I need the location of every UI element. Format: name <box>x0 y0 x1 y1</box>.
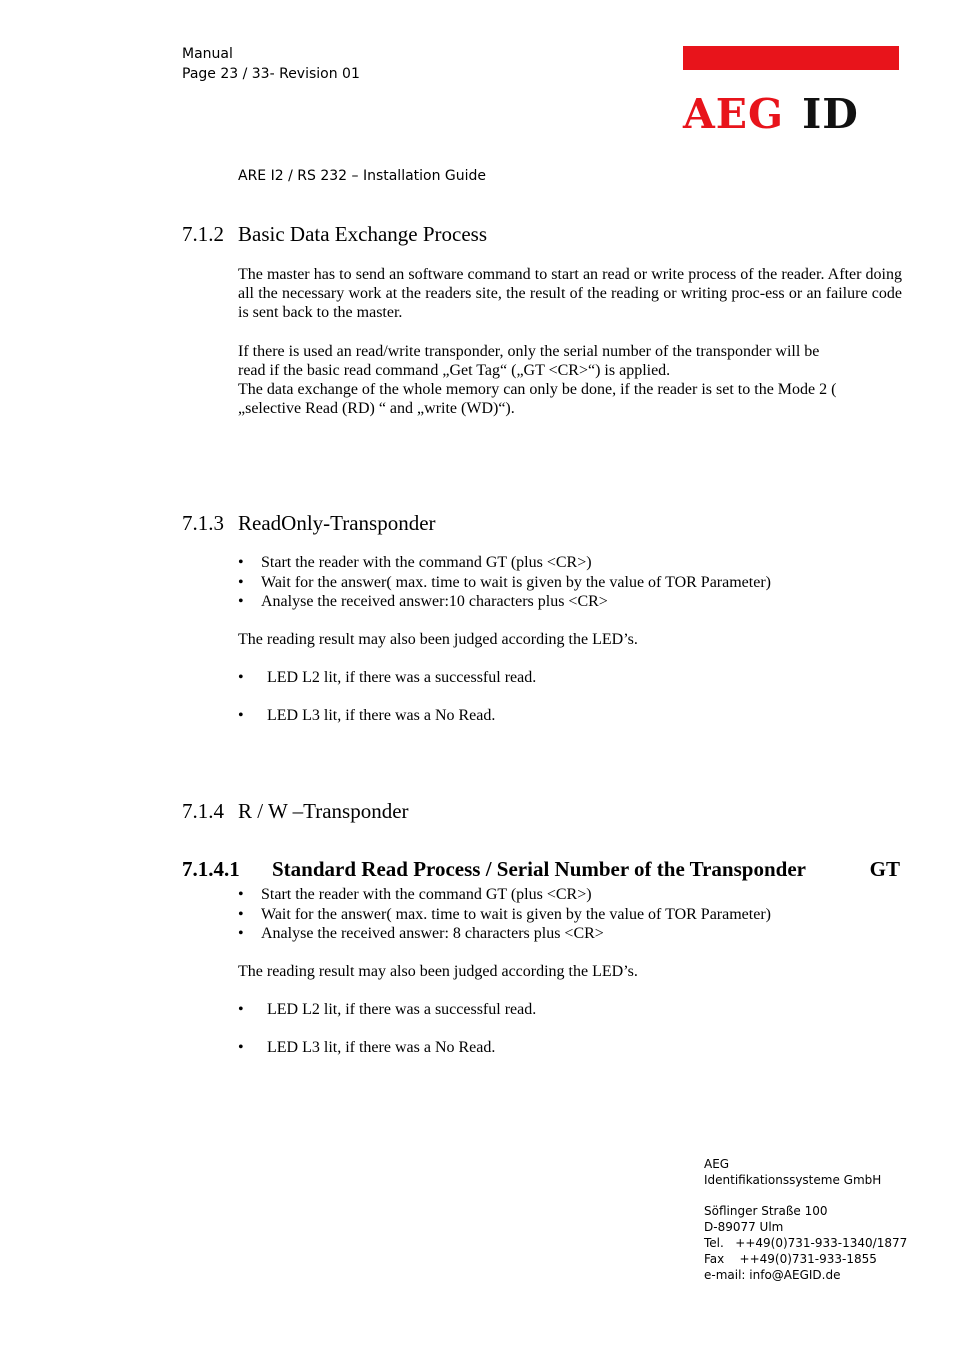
header-document-type: Manual <box>182 46 233 62</box>
footer-city: D-89077 Ulm <box>704 1220 784 1234</box>
document-subtitle: ARE I2 / RS 232 – Installation Guide <box>238 168 487 184</box>
heading-command-tag: GT <box>869 857 900 881</box>
bullet-led-l3 <box>238 707 495 725</box>
paragraph-rw-transponder <box>238 342 902 418</box>
paragraph-line: read if the basic read command „Get Tag“ („GT <CR>“) is applied. <box>238 362 671 379</box>
paragraph-master-command: The master has to send an software command to start an read or write process of the reader. After doing all the necessary work at the readers site, the result of the reading or writing proc-ess or an failure code is sent back to the master. <box>238 266 902 321</box>
list-item-text: LED L2 lit, if there was a successful read. <box>267 669 537 686</box>
list-item: • Start the reader with the command GT (plus <CR>) <box>238 553 771 573</box>
heading-title: Basic Data Exchange Process <box>238 222 487 246</box>
heading-number: 7.1.2 <box>182 222 224 246</box>
list-item: • Analyse the received answer:10 characters plus <CR> <box>238 592 771 612</box>
bullet-icon: • <box>238 669 244 686</box>
list-item: • Wait for the answer( max. time to wait is given by the value of TOR Parameter) <box>238 905 771 925</box>
bullet-list-readonly-steps <box>238 553 771 612</box>
list-item-text: LED L3 lit, if there was a No Read. <box>267 707 496 724</box>
header-page-revision: Page 23 / 33- Revision 01 <box>182 66 360 82</box>
bullet-led-l2 <box>238 669 536 687</box>
bullet-led-l3 <box>238 1039 495 1057</box>
bullet-led-l2 <box>238 1001 536 1019</box>
paragraph-line: If there is used an read/write transponder, only the serial number of the transponder will be <box>238 343 820 360</box>
heading-7-1-4-1 <box>182 857 900 882</box>
footer-company-fullname: Identifikationssysteme GmbH <box>704 1173 882 1187</box>
list-item: • Analyse the received answer: 8 characters plus <CR> <box>238 924 771 944</box>
heading-7-1-3 <box>182 511 436 536</box>
logo-word-id: ID <box>802 90 859 138</box>
paragraph-line: „selective Read (RD) “ and „write (WD)“). <box>238 400 515 417</box>
company-logo <box>683 90 899 136</box>
list-item: • Start the reader with the command GT (plus <CR>) <box>238 885 771 905</box>
heading-title: R / W –Transponder <box>238 799 409 823</box>
heading-7-1-4 <box>182 799 409 824</box>
heading-number: 7.1.4.1 <box>182 857 240 881</box>
heading-title: Standard Read Process / Serial Number of the Transponder <box>272 857 806 881</box>
bullet-icon: • <box>238 1001 244 1018</box>
footer-fax: Fax ++49(0)731-933-1855 <box>704 1252 877 1266</box>
heading-number: 7.1.4 <box>182 799 224 823</box>
footer-company-name: AEG <box>704 1157 730 1171</box>
logo-red-bar <box>683 46 899 70</box>
list-item-text: LED L2 lit, if there was a successful read. <box>267 1001 537 1018</box>
list-item: • Wait for the answer( max. time to wait is given by the value of TOR Parameter) <box>238 573 771 593</box>
footer-street: Söflinger Straße 100 <box>704 1204 828 1218</box>
footer-address <box>704 1203 907 1283</box>
bullet-icon: • <box>238 1039 244 1056</box>
heading-title: ReadOnly-Transponder <box>238 511 436 535</box>
led-intro-text: The reading result may also been judged according the LED’s. <box>238 631 638 648</box>
footer-phone: Tel. ++49(0)731-933-1340/1877 <box>704 1236 908 1250</box>
footer-company <box>704 1156 881 1188</box>
heading-number: 7.1.3 <box>182 511 224 535</box>
paragraph-line: The data exchange of the whole memory can only be done, if the reader is set to the Mode 2 ( <box>238 381 837 398</box>
logo-word-aeg: AEG <box>683 90 785 138</box>
bullet-icon: • <box>238 707 244 724</box>
footer-email: e-mail: info@AEGID.de <box>704 1268 841 1282</box>
bullet-list-rw-steps <box>238 885 771 944</box>
heading-7-1-2 <box>182 222 487 247</box>
led-intro-text: The reading result may also been judged according the LED’s. <box>238 963 638 980</box>
list-item-text: LED L3 lit, if there was a No Read. <box>267 1039 496 1056</box>
